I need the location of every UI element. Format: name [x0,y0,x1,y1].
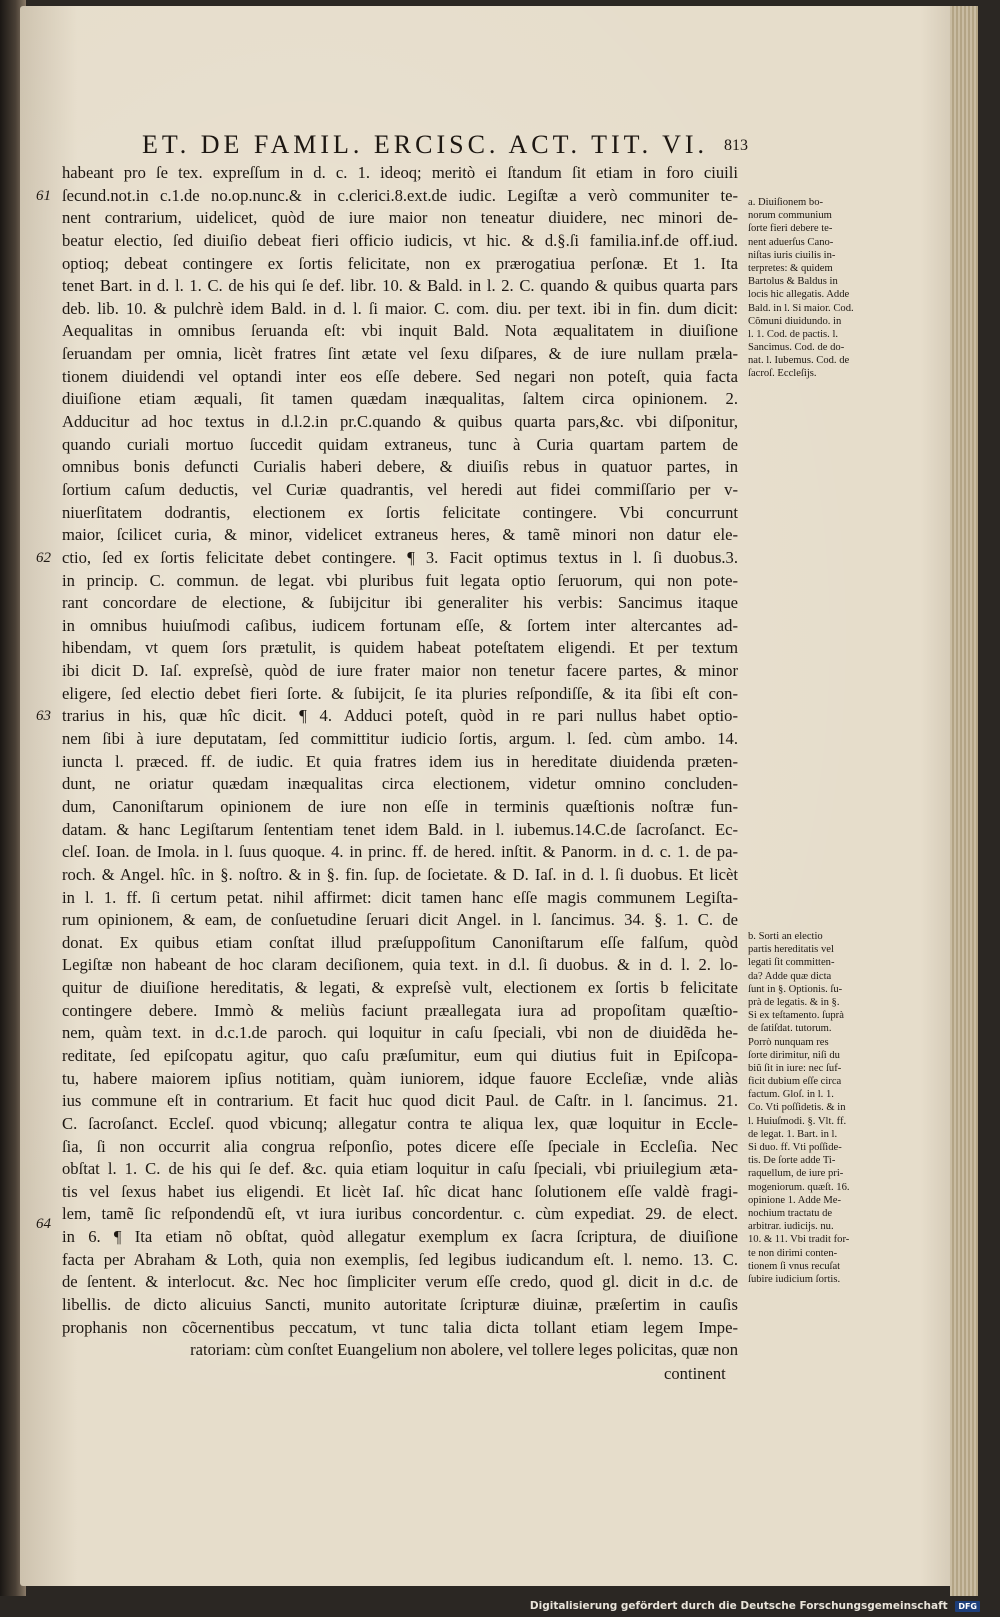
paragraph-number: 62 [36,550,51,566]
text-line: tionem diuidendi vel optandi inter eos eſſe debere. Sed negari non poteſt, quia facta [62,366,738,386]
margin-line: tionem ſi vnus recuſat [748,1260,841,1272]
text-line: trarius in his, quæ hîc dicit. ¶ 4. Adduci poteſt, quòd in re pari nullus habet optio- [62,706,738,726]
margin-line: Cõmuni diuidundo. in [748,315,842,327]
text-line: habeant pro ſe tex. expreſſum in d. c. 1. ideoq; meritò ei ſtandum ſit etiam in foro ciuili [62,163,738,182]
text-line: libellis. de dicto alicuius Sancti, munito autoritate ſcripturæ diuinæ, præſertim in cauſis [62,1295,738,1315]
margin-line: legati ſit committen- [748,957,835,969]
margin-line: Bald. in l. Si maior. Cod. [748,302,854,314]
dfg-logo: DFG [955,1601,980,1612]
margin-note-a [748,196,886,381]
text-line: contingere debere. Immò & meliùs faciunt præallegata iura ad propoſitam quæſtio- [62,1000,738,1020]
text-line: in 6. ¶ Ita etiam nõ obſtat, quòd allegatur exemplum ex ſacra ſcriptura, de diuiſione [62,1227,738,1247]
paragraph-number: 61 [36,188,51,204]
paragraph-number: 64 [36,1216,51,1232]
margin-line: Si ex teſtamento. ſuprà [748,1010,844,1022]
margin-line: Si duo. ff. Vti poſſide- [748,1142,842,1153]
text-line: rum opinionem, & eam, de conſuetudine ſeruari dicit Angel. in l. ſancimus. 34. §. 1. C. de [62,910,738,930]
text-line: optioq; debeat contingere ex ſortis felicitate, non ex prærogatiua perſonæ. Et 1. Ita [62,253,738,273]
margin-line: ſunt in §. Optionis. ſu- [748,983,843,995]
text-line: dum, Canoniſtarum opinionem de iure non eſſe in terminis quæſtionis noſtræ fun- [62,796,738,816]
text-line: donat. Ex quibus etiam conſtat illud præſuppoſitum Canoniſtarum eſſe falſum, quòd [62,932,738,952]
margin-line: de legat. 1. Bart. in l. [748,1128,838,1140]
text-line: prophanis non cõcernentibus peccatum, vt tunc talia dicta tollant etiam legem Impe- [62,1317,738,1337]
text-line: roch. & Angel. hîc. in §. noſtro. & in §. fin. ſup. de ſocietate. & D. Iaſ. in d. l. ſi duobus. Et licèt [62,864,738,884]
margin-line: ſorte dirimitur, niſi du [748,1049,840,1061]
text-line: in l. 1. ff. ſi certum petat. nihil affirmet: dicit tamen hanc eſſe magis communem Legiſta- [62,887,738,907]
margin-line: Sancimus. Cod. de do- [748,342,845,354]
text-line: hibendam, vt quem ſors prætulit, is quidem habeat poteſtatem eligendi. Et per textum [62,638,738,658]
margin-line: te non dirimi conten- [748,1247,838,1259]
margin-line: terpretes: & quidem [748,262,833,274]
text-line: tenet Bart. in d. l. 1. C. de his qui ſe def. libr. 10. & Bald. in l. 2. C. quando & quibus quarta pars [62,276,738,296]
text-line: tu, habere maiorem ipſius notitiam, quàm iuniorem, idque fauore Eccleſiæ, vnde aliàs [62,1068,738,1088]
margin-line: Bartolus & Baldus in [748,276,838,288]
text-line: Aequalitas in omnibus ſeruanda eſt: vbi inquit Bald. Nota æqualitatem in diuiſione [62,321,738,341]
text-line: maior, ſcilicet curia, & minor, videlicet extraneus heres, & tamẽ minori non datur ele- [62,525,738,545]
text-line: obſtat l. 1. C. de his qui ſe def. &c. quia etiam loquitur in caſu ſpeciali, vbi priuilegium æta- [62,1159,738,1179]
paragraph-number: 63 [36,708,51,724]
main-text-column [62,162,738,1362]
margin-line: l. 1. Cod. de pactis. l. [748,328,839,340]
margin-line: factum. Gloſ. in l. 1. [748,1089,834,1101]
text-line: dunt, ne oriatur quædam inæqualitas circa electionem, videtur omnino concluden- [62,774,738,794]
margin-line: l. Huiuſmodi. §. Vlt. ff. [748,1115,847,1127]
text-line: beatur electio, ſed diuiſio debeat fieri officio iudicis, vt hic. & d.§.ſi familia.inf.de off.iud. [62,230,738,250]
text-line: nem, quàm text. in d.c.1.de paroch. qui loquitur in caſu ſpeciali, vbi non de diuidẽda he- [62,1023,738,1043]
text-line: iuncta l. præced. ff. de iudic. Et quia fratres idem ius in hereditate diuidenda præten- [62,751,738,771]
margin-line: raquellum, de iure pri- [748,1168,844,1180]
margin-line: de ſatiſdat. tutorum. [748,1023,832,1035]
margin-line: da? Adde quæ dicta [748,970,832,982]
margin-line: a. Diuiſionem bo- [748,197,824,208]
text-line: ſia, ſi non occurrit alia congrua reſponſio, potes dicere eſſe ſpeciale in Eccleſia. Nec [62,1136,738,1156]
margin-line: arbitrar. iudicijs. nu. [748,1221,834,1233]
text-line: deb. lib. 10. & pulchrè idem Bald. in d. l. ſi maior. C. com. diu. per text. ibi in fin. dum dicit: [62,298,738,318]
margin-line: nent aduerſus Cano- [748,236,834,248]
margin-line: Co. Vti poſſidetis. & in [748,1102,846,1114]
margin-line: b. Sorti an electio [748,931,823,942]
margin-line: nat. l. Iubemus. Cod. de [748,355,850,367]
text-line: in princip. C. commun. de legat. vbi pluribus fuit legata optio ſeruorum, qui non pote- [62,570,738,590]
text-line: ius commune eſt in contrarium. Et facit huc quod dicit Paul. de Caſtr. in l. ſancimus. 21. [62,1091,738,1111]
text-line: ſeruandam per omnia, licèt fratres ſint ætate vel ſexu diſpares, & de iure nullam præla- [62,344,738,364]
text-line: in omnibus huiuſmodi caſibus, iudicem fortunam eſſe, & ſortem inter altercantes ad- [62,615,738,635]
margin-line: ſubire iudicium ſortis. [748,1273,841,1285]
margin-line: prà de legatis. & in §. [748,996,840,1008]
text-line: nem ſibi à iure deputatam, ſed committitur iudicio ſortis, argum. l. ſed. cùm ambo. 14. [62,729,738,749]
margin-note-b [748,930,886,1286]
text-line: reditate, ſed epiſcopatu agitur, quo caſu præſumitur, eum qui diutius fuit in Epiſcopa- [62,1045,738,1065]
margin-line: 10. & 11. Vbi tradit for- [748,1234,850,1246]
text-line: ctio, ſed ex ſortis felicitate debet contingere. ¶ 3. Facit optimus textus in l. ſi duobus.3. [62,547,738,567]
text-line: diuiſione etiam æquali, ſit tamen quædam inæqualitas, ſaltem circa opinionem. 2. [62,389,738,409]
text-line: C. ſacroſanct. Eccleſ. quod vbicunq; allegatur contra te aliqua lex, quæ loquitur in Eccle- [62,1113,738,1133]
margin-line: ficit dubium eſſe circa [748,1076,842,1088]
text-line: facta per Abraham & Loth, quia non exemplis, ſed legibus iudicandum eſt. l. nemo. 13. C. [62,1249,738,1269]
margin-line: opinione 1. Adde Me- [748,1194,841,1206]
digitization-credit [530,1600,980,1612]
text-line: de ſentent. & interlocut. &c. Nec hoc ſimpliciter verum eſſe credo, quod gl. dicit in d.c. de [62,1272,738,1292]
margin-line: niſtas iuris ciuilis in- [748,249,836,261]
text-line: omnibus bonis defuncti Curialis haberi debere, & diuiſis rebus in quatuor partes, in [62,457,738,477]
text-line: ſortium caſum deductis, vel Curiæ quadrantis, vel heredi aut fidei commiſſario per v- [62,479,738,499]
text-line: cleſ. Ioan. de Imola. in l. ſuus quoque. 4. in princ. ff. de hered. inſtit. & Panorm. in d. c. 1. de pa- [62,842,738,862]
margin-line: ſacroſ. Eccleſijs. [748,368,817,380]
text-line: Legiſtæ non habeant de hoc claram deciſionem, quia text. in d.l. ſi duobus. & in d. l. 2. lo- [62,955,738,975]
text-line: eligere, ſed electio debet fieri ſorte. & ſubijcit, ſe ita pluries reſpondiſſe, & ita ſibi eſt con- [62,683,738,703]
margin-line: locis hic allegatis. Adde [748,289,850,301]
margin-line: mogeniorum. quæſt. 16. [748,1181,850,1193]
text-line: ratoriam: cùm conſtet Euangelium non abolere, vel tollere leges policitas, quæ non [190,1340,738,1360]
text-line: ſecund.not.in c.1.de no.op.nunc.& in c.clerici.8.ext.de iudic. Legiſtæ a verò communiter te- [62,185,738,205]
catchword: continent [664,1364,726,1383]
folio-number: 813 [724,137,748,154]
margin-line: ſorte fieri debere te- [748,223,833,235]
margin-line: nochium tractatu de [748,1207,833,1219]
margin-line: Porrò nunquam res [748,1036,829,1048]
text-line: tis vel ſexus habet ius eligendi. Et licèt Iaſ. hîc dicat hanc ſolutionem eſſe valdè fragi- [62,1181,738,1201]
credit-text: Digitalisierung gefördert durch die Deutsche Forschungsgemeinschaft [529,1600,948,1612]
text-line: quando curiali mortuo ſuccedit quidam extraneus, tunc à Curia quartam partem de [62,434,738,454]
text-line: ibi dicit D. Iaſ. expreſsè, quòd de iure frater maior non tenetur facere partes, & minor [62,661,738,681]
text-line: Adducitur ad hoc textus in d.l.2.in pr.C.quando & quibus quarta pars,&c. vbi diſponitur, [62,412,738,432]
text-line: rant concordare de electione, & ſubijcitur ibi generaliter his verbis: Sancimus itaque [62,593,738,613]
text-line: quitur de diuiſione hereditatis, & legati, & expreſsè vult, electionem ex ſortis b felicitate [62,978,738,998]
page-edge [950,6,978,1596]
margin-line: biũ ſit in iure: nec ſuf- [748,1062,842,1074]
margin-line: partis hereditatis vel [748,944,834,956]
margin-line: tis. De ſorte adde Ti- [748,1155,836,1167]
text-line: lem, tamẽ ſic reſpondendũ eſt, vt iura iuribus concordentur. c. cùm expediat. 29. de elect. [62,1204,738,1224]
text-line: nent contrarium, uidelicet, quòd de iure maior non teneatur diuidere, nec minori de- [62,208,738,228]
margin-line: norum communium [748,210,832,222]
text-line: niuerſitatem dodrantis, electionem ex ſortis felicitate contingere. Vbi concurrunt [62,502,738,522]
text-line: datam. & hanc Legiſtarum ſententiam tenet idem Bald. in l. iubemus.14.C.de ſacroſanct. Ec- [62,819,738,839]
running-title: ET. DE FAMIL. ERCISC. ACT. TIT. VI. [141,130,709,159]
